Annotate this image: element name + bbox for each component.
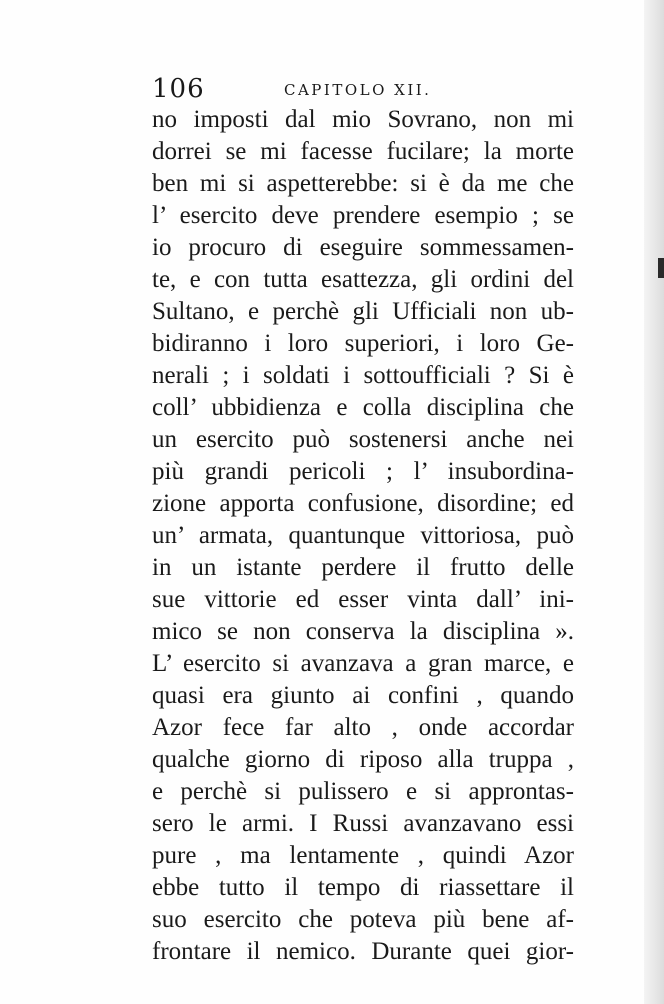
text-line: sue vittorie ed esser vinta dall’ ini- (152, 586, 574, 613)
page-edge-mark (658, 258, 664, 278)
text-line: zione apporta confusione, disordine; ed (152, 490, 574, 517)
text-line: nerali ; i soldati i sottoufficiali ? Si è (152, 362, 574, 389)
text-line: l’ esercito deve prendere esempio ; se (152, 202, 574, 229)
text-line: bidiranno i loro superiori, i loro Ge- (152, 330, 574, 357)
page-number: 106 (152, 74, 205, 104)
body-text (152, 104, 574, 968)
page-edge (644, 0, 664, 1004)
text-line: dorrei se mi facesse fucilare; la morte (152, 138, 574, 165)
text-line: Sultano, e perchè gli Ufficiali non ub- (152, 298, 574, 325)
text-line: suo esercito che poteva più bene af- (152, 906, 574, 933)
text-line: no imposti dal mio Sovrano, non mi (152, 106, 574, 133)
text-line: io procuro di eseguire sommessamen- (152, 234, 574, 261)
text-line: frontare il nemico. Durante quei gior- (152, 938, 574, 965)
running-head: CAPITOLO XII. (284, 81, 432, 99)
text-line: qualche giorno di riposo alla truppa , (152, 746, 574, 773)
text-line: coll’ ubbidienza e colla disciplina che (152, 394, 574, 421)
text-line: te, e con tutta esattezza, gli ordini del (152, 266, 574, 293)
text-line: ebbe tutto il tempo di riassettare il (152, 874, 574, 901)
page-header (152, 72, 572, 106)
text-line: quasi era giunto ai confini , quando (152, 682, 574, 709)
text-line: L’ esercito si avanzava a gran marce, e (152, 650, 574, 677)
text-line: un’ armata, quantunque vittoriosa, può (152, 522, 574, 549)
text-line: un esercito può sostenersi anche nei (152, 426, 574, 453)
text-line: più grandi pericoli ; l’ insubordina- (152, 458, 574, 485)
text-line: sero le armi. I Russi avanzavano essi (152, 810, 574, 837)
text-line: e perchè si pulissero e si approntas- (152, 778, 574, 805)
text-line: Azor fece far alto , onde accordar (152, 714, 574, 741)
text-line: in un istante perdere il frutto delle (152, 554, 574, 581)
text-line: pure , ma lentamente , quindi Azor (152, 842, 574, 869)
text-line: mico se non conserva la disciplina ». (152, 618, 574, 645)
text-line: ben mi si aspetterebbe: si è da me che (152, 170, 574, 197)
